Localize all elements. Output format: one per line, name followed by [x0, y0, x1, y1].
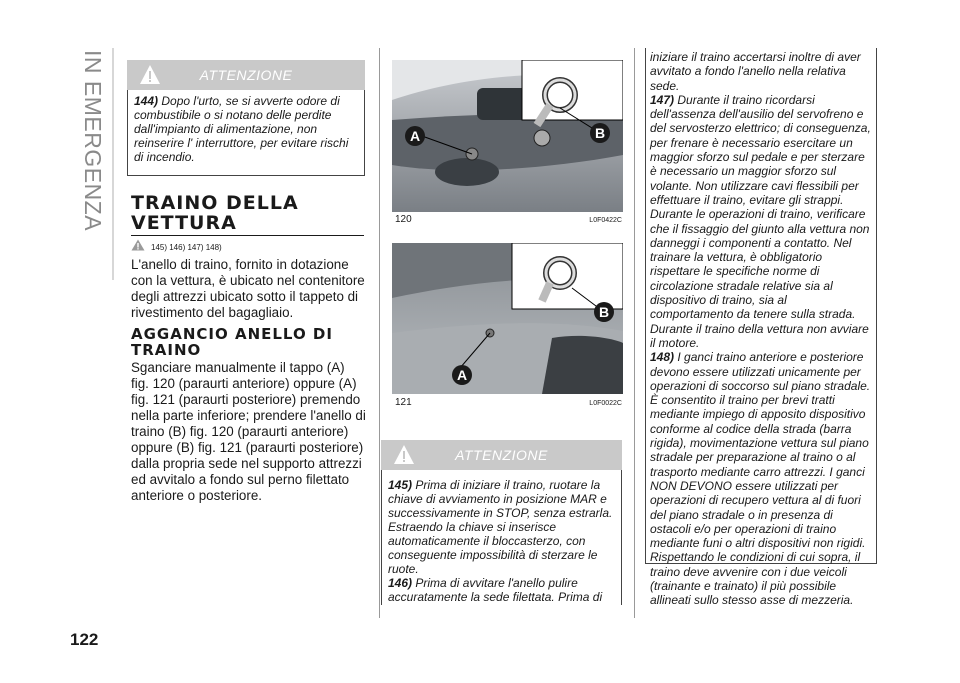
warning-header — [127, 60, 365, 90]
figure-120-label-b: B — [590, 123, 610, 143]
figure-120-code: L0F0422C — [589, 217, 622, 224]
column-divider-2 — [634, 48, 635, 618]
subsection-title-line1: AGGANCIO ANELLO DI — [131, 325, 333, 343]
warning-number: 144) — [134, 94, 159, 108]
page-number: 122 — [70, 630, 99, 649]
subsection-title — [131, 326, 333, 358]
instructions-paragraph: Sganciare manualmente il tappo (A) fig. 120 (paraurti anteriore) oppure (A) fig. 121 (paraurti posteriore) premendo nella parte inferiore; prendere l'anello di traino (B) fig. 120 (paraurti anteriore) oppure (B) fig. 121 (paraurti posteriore) dalla propria sede nel supporto attrezzi ed avvitalo a fondo sul perno filettato anteriore o posteriore. — [131, 360, 366, 503]
warning-item-number: 146) — [388, 576, 413, 590]
section-rule — [131, 235, 364, 236]
warning-header-2 — [381, 440, 622, 470]
warning-item-text: Prima di iniziare il traino, ruotare la chiave di avviamento in posizione MAR e successivamente in STOP, senza estrarla. Estraendo la chiave si inserisce automaticamente il bloccasterzo, con conseguente impossibilità di sterzare le ruote. — [388, 478, 613, 576]
warning-item-146 — [388, 576, 615, 604]
section-title — [131, 193, 299, 233]
warning-item-text: Durante il traino ricordarsi dell'assenza dell'ausilio del servofreno e del servosterzo elettrico; di conseguenza, per frenare è necessario esercitare un maggior sforzo sul pedale e per sterzare è necessario un maggior sforzo sul volante. Non utilizzare cavi flessibili per effettuare il traino, evitare gli strappi. Durante le operazioni di traino, verificare che il fissaggio del giunto alla vettura non danneggi i componenti a contatto. Nel trainare la vettura, è obbligatorio rispettare le specifiche norme di circolazione stradale relative sia al dispositivo di traino, sia al comportamento da tenere sulla strada. Durante il traino della vettura non avviare il motore. — [650, 92, 871, 350]
warning-references: 145) 146) 147) 148) — [151, 243, 222, 252]
warning-label: ATTENZIONE — [199, 67, 293, 83]
warning-continuation-lead: iniziare il traino accertarsi inoltre di aver avvitato a fondo l'anello nella relativa sede. — [650, 50, 861, 93]
subsection-title-line2: TRAINO — [131, 341, 202, 359]
warning-item-number: 145) — [388, 478, 413, 492]
figure-121-code: L0F0022C — [589, 400, 622, 407]
figure-121-label-b: B — [594, 302, 614, 322]
warning-item-147 — [650, 93, 872, 350]
warning-item-text: I ganci traino anteriore e posteriore devono essere utilizzati unicamente per operazioni di soccorso sul piano stradale. È consentito il traino per brevi tratti mediante impiego di apposito dispositivo conforme al codice della strada (barra rigida), movimentazione vettura sul piano stradale per preparazione al traino o al trasporto mediante carro attrezzi. I ganci NON DEVONO essere utilizzati per operazioni di recupero vettura al di fuori del piano stradale o in presenza di ostacoli e/o per operazioni di traino mediante funi o altri dispositivi non rigidi. Rispettando le condizioni di cui sopra, il traino deve avvenire con i due veicoli (trainante e trainato) il più possibile allineati sullo stesso asse di mezzeria. — [650, 350, 871, 608]
chapter-side-title — [80, 50, 108, 280]
column-divider-1 — [379, 48, 380, 618]
figure-120-label-a: A — [405, 126, 425, 146]
warning-text: Dopo l'urto, se si avverte odore di combustibile o si notano delle perdite dall'impianto di alimentazione, non reinserire l' interruttore, per evitare rischi di incendio. — [134, 94, 349, 164]
warning-item-number: 147) — [650, 92, 675, 107]
warning-item-145 — [388, 478, 615, 576]
chapter-side-title-text: IN EMERGENZA — [80, 50, 106, 232]
section-title-line1: TRAINO DELLA — [131, 192, 299, 214]
figure-120-image — [392, 60, 623, 212]
warning-box — [127, 90, 365, 176]
warning-box-2 — [381, 470, 622, 605]
chapter-side-bar — [112, 48, 114, 280]
warning-item-text: Prima di avvitare l'anello pulire accuratamente la sede filettata. Prima di — [388, 576, 603, 604]
intro-paragraph: L'anello di traino, fornito in dotazione con la vettura, è ubicato nel contenitore degli attrezzi ubicato sotto il tappeto di rivestimento del bagagliaio. — [131, 257, 365, 320]
figure-121-label-a: A — [452, 365, 472, 385]
warning-continuation-box — [645, 48, 877, 608]
figure-121-image — [392, 243, 623, 394]
figure-121-number: 121 — [395, 397, 412, 408]
warning-small-icon — [131, 239, 145, 251]
warning-item-148 — [650, 350, 872, 607]
figure-120-number: 120 — [395, 214, 412, 225]
warning-item-number: 148) — [650, 350, 675, 365]
section-title-line2: VETTURA — [131, 212, 237, 234]
warning-label-2: ATTENZIONE — [455, 447, 548, 463]
